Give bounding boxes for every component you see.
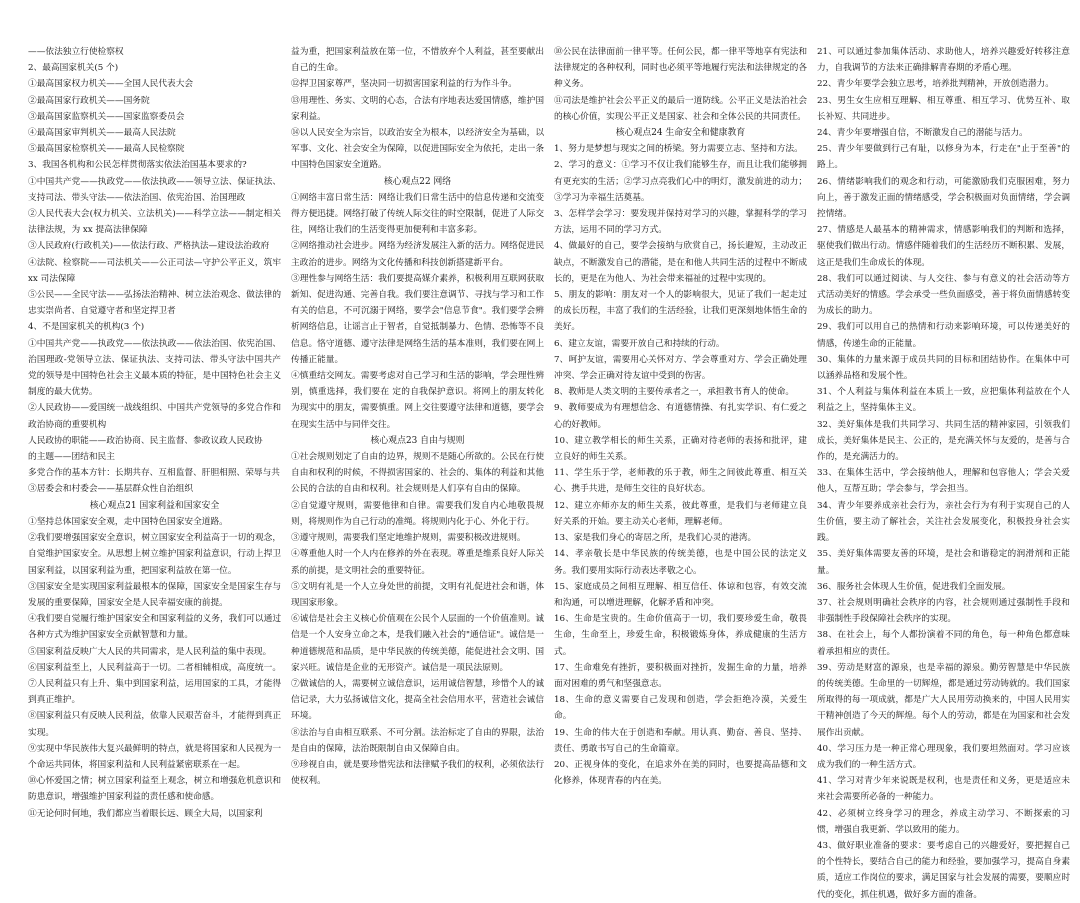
paragraph: 24、青少年要增强自信，不断激发自己的潜能与活力。 bbox=[817, 128, 1028, 139]
paragraph: 40、学习压力是一种正常心理现象，我们要坦然面对。学习应该成为我们的一种生活方式。 bbox=[817, 743, 1070, 770]
paragraph: 8、教师是人类文明的主要传承者之一，承担教书育人的使命。 bbox=[554, 387, 795, 398]
paragraph: 3、怎样学会学习：要发现并保持对学习的兴趣，掌握科学的学习方法，运用不同的学习方式。 bbox=[554, 209, 807, 236]
paragraph: 27、情感是人最基本的精神需求，情感影响我们的判断和选择，驱使我们做出行动。情感伴随着我们的生活经历不断积累、发展，这正是我们生命成长的体现。 bbox=[817, 225, 1070, 268]
paragraph: 18、生命的意义需要自己发现和创造，学会拒绝冷漠，关爱生命。 bbox=[554, 695, 807, 722]
paragraph: 19、生命的伟大在于创造和奉献。用认真、勤奋、善良、坚持、责任、勇敢书写自己的生命篇章。 bbox=[554, 727, 807, 754]
paragraph: 6、建立友谊，需要开放自己和持续的行动。 bbox=[554, 338, 725, 349]
paragraph: 22、青少年要学会独立思考，培养批判精神，开放创造潜力。 bbox=[817, 79, 1054, 90]
paragraph: ②人民政协——爱国统一战线组织、中国共产党领导的多党合作和政治协商的重要机构 bbox=[28, 403, 281, 430]
paragraph: 13、家是我们身心的寄居之所，是我们心灵的港湾。 bbox=[554, 533, 757, 544]
section-heading: 核心观点21 国家利益和国家安全 bbox=[89, 500, 220, 511]
paragraph: ①坚持总体国家安全观，走中国特色国家安全道路。 bbox=[28, 516, 228, 527]
paragraph: ⑪司法是维护社会公平正义的最后一道防线。公平正义是法治社会的核心价值，实现公平正义是国家、社会和全体公民的共同责任。 bbox=[554, 95, 807, 122]
paragraph: ①最高国家权力机关——全国人民代表大会 bbox=[28, 79, 194, 90]
paragraph: ⑩心怀爱国之情；树立国家利益至上观念，树立和增强危机意识和防患意识，增强维护国家利益的责任感和使命感。 bbox=[28, 776, 281, 803]
paragraph: 37、社会规则明确社会秩序的内容，社会规则通过强制性手段和非强制性手段保障社会秩序的实现。 bbox=[817, 597, 1070, 625]
paragraph: 11、学生乐于学，老师教的乐于教，师生之间彼此尊重、相互关心、携手共进，是师生交往的良好状态。 bbox=[554, 468, 807, 495]
paragraph: ②最高国家行政机关——国务院 bbox=[28, 95, 150, 106]
paragraph: 43、做好职业准备的要求：要考虑自己的兴趣爱好，要把握自己的个性特长，要结合自己的能力和经验，要加强学习，提高自身素质，适应工作岗位的要求，满足国家与社会发展的需要，要顺应时代的变化，抓住机遇，做好多方面的准备。 bbox=[817, 840, 1070, 900]
paragraph: 31、个人利益与集体利益在本质上一致，应把集体利益放在个人利益之上，坚持集体主义。 bbox=[817, 387, 1070, 414]
paragraph: ⑧法治与自由相互联系、不可分割。法治标定了自由的界限，法治是自由的保障，法治既限制自由又保障自由。 bbox=[291, 727, 544, 754]
paragraph: 人民政协的职能——政治协商、民主监督、参政议政人民政协 bbox=[28, 435, 263, 446]
paragraph: 23、男生女生应相互理解、相互尊重、相互学习、优势互补、取长补短、共同进步。 bbox=[817, 95, 1070, 122]
paragraph: ①网络丰富日常生活：网络让我们日常生活中的信息传递和交流变得方便迅捷。网络打破了传统人际交往的时空限制，促进了人际交往，网络让我们的生活变得更加便利和丰富多彩。 bbox=[291, 192, 544, 236]
paragraph: 4、不是国家机关的机构(3 个) bbox=[28, 322, 145, 333]
paragraph: 7、呵护友谊，需要用心关怀对方、学会尊重对方、学会正确处理冲突、学会正确对待友谊中受到的伤害。 bbox=[554, 354, 807, 382]
paragraph: 33、在集体生活中，学会接纳他人，理解和包容他人；学会关爱他人，互帮互助；学会参与，学会担当。 bbox=[817, 468, 1070, 495]
column-2 bbox=[291, 44, 544, 787]
paragraph: ②人民代表大会(权力机关、立法机关)——科学立法——制定相关法律法规，为 xx 提高法律保障 bbox=[28, 209, 281, 236]
paragraph: ⑧国家利益只有反映人民利益，依靠人民艰苦奋斗，才能得到真正实现。 bbox=[28, 711, 281, 738]
paragraph: 36、服务社会体现人生价值，促进我们全面发展。 bbox=[817, 581, 1011, 592]
paragraph: ⑤公民——全民守法——弘扬法治精神、树立法治观念、做法律的忠实崇尚者、自觉遵守者和坚定捍卫者 bbox=[28, 290, 281, 317]
paragraph: ③最高国家监察机关——国家监察委员会 bbox=[28, 111, 185, 122]
paragraph: 21、可以通过参加集体活动、求助他人，培养兴趣爱好转移注意力，自我调节的方法来正确排解青春期的矛盾心理。 bbox=[817, 47, 1070, 74]
paragraph: ①中国共产党——执政党——依法执政——依法治国、依宪治国、治国理政-党领导立法、保证执法、支持司法、带头守法中国共产党的领导是中国特色社会主义最本质的特征，是中国特色社会主义制度的最大优势。 bbox=[28, 338, 281, 398]
paragraph: 32、美好集体是我们共同学习、共同生活的精神家园，引领我们成长，美好集体是民主、公正的，是充满关怀与友爱的，是善与合作的，是充满活力的。 bbox=[817, 419, 1070, 463]
paragraph: 4、做最好的自己，要学会接纳与欣赏自己，扬长避短，主动改正缺点，不断激发自己的潜能，是在和他人共同生活的过程中不断成长的，更是在为他人、为社会带来福祉的过程中实现的。 bbox=[554, 241, 807, 284]
paragraph: ③居委会和村委会——基层群众性自治组织 bbox=[28, 484, 194, 495]
paragraph: 5、朋友的影响：朋友对一个人的影响很大，见证了我们一起走过的成长历程，丰富了我们的生活经验，让我们更深刻地体悟生命的美好。 bbox=[554, 290, 807, 333]
paragraph: 2、学习的意义：①学习不仅让我们能够生存，而且让我们能够拥有更充实的生活；②学习点亮我们心中的明灯，激发前进的动力；③学习为幸福生活奠基。 bbox=[554, 160, 807, 203]
paragraph: 12、建立亦师亦友的师生关系，彼此尊重，是我们与老师建立良好关系的开始。要主动关心老师，理解老师。 bbox=[554, 500, 807, 527]
column-1 bbox=[28, 44, 281, 819]
paragraph: ④慎重结交网友。需要考虑对自己学习和生活的影响，学会理性辨别，慎重选择，我们要在 定的自我保护意识。将网上的朋友转化为现实中的朋友，需要慎重。网上交往要遵守法律和道德，要学会在现实生活中与同伴交往。 bbox=[291, 371, 544, 430]
paragraph: ⑩公民在法律面前一律平等。任何公民，都一律平等地享有宪法和法律规定的各种权利，同时也必须平等地履行宪法和法律规定的各种义务。 bbox=[554, 47, 807, 90]
paragraph: ⑭以人民安全为宗旨，以政治安全为根本，以经济安全为基础，以军事、文化、社会安全为保障，以促进国际安全为依托，走出一条中国特色国家安全道路。 bbox=[291, 128, 544, 171]
paragraph: ④法院、检察院——司法机关——公正司法—守护公平正义，筑牢 xx 司法保障 bbox=[28, 257, 281, 284]
column-4 bbox=[817, 44, 1070, 900]
paragraph: ②我们要增强国家安全意识，树立国家安全利益高于一切的观念，自觉维护国家安全。从思想上树立维护国家利益意识，行动上捍卫国家利益，以国家利益为重，把国家利益放在第一位。 bbox=[28, 533, 281, 576]
paragraph: 14、孝亲敬长是中华民族的传统美德，也是中国公民的法定义务。我们要用实际行动表达孝敬之心。 bbox=[554, 549, 807, 576]
paragraph: ④最高国家审判机关——最高人民法院 bbox=[28, 128, 176, 139]
paragraph: ④尊重他人时一个人内在修养的外在表现。尊重是维系良好人际关系的前提，是文明社会的重要特征。 bbox=[291, 549, 544, 576]
paragraph: 10、建立教学相长的师生关系，正确对待老师的表扬和批评，建立良好的师生关系。 bbox=[554, 435, 807, 463]
paragraph: ⑫捍卫国家尊严，坚决同一切损害国家利益的行为作斗争。 bbox=[291, 79, 517, 90]
paragraph: ⑤国家利益反映广大人民的共同需求，是人民利益的集中表现。 bbox=[28, 646, 272, 657]
paragraph: 35、美好集体需要友善的环境，是社会和谐稳定的润滑剂和正能量。 bbox=[817, 549, 1070, 576]
paragraph: 39、劳动是财富的源泉，也是幸福的源泉。勤劳智慧是中华民族的传统美德。生命里的一切辉煌，都是通过劳动铸就的。我们国家所取得的每一项成就，都是广大人民用劳动换来的，中国人民用实干精神创造了今天的辉煌。每个人的劳动，都是在为国家和社会发展作出贡献。 bbox=[817, 662, 1070, 738]
paragraph: 41、学习对青少年来说既是权利，也是责任和义务，更是适应未来社会需要所必备的一种能力。 bbox=[817, 776, 1070, 803]
paragraph: 34、青少年要养成亲社会行为，亲社会行为有利于实现自己的人生价值，要主动了解社会，关注社会发展变化，积极投身社会实践。 bbox=[817, 500, 1070, 544]
paragraph: ③人民政府(行政机关)——依法行政、严格执法—建设法治政府 bbox=[28, 241, 270, 252]
paragraph: ⑬用理性、务实、文明的心态，合法有序地表达爱国情感，维护国家利益。 bbox=[291, 95, 544, 122]
column-3 bbox=[554, 44, 807, 787]
paragraph: ②自觉遵守规则，需要他律和自律。需要我们发自内心地敬畏规则，将规则作为自己行动的准绳。将规则内化于心、外化于行。 bbox=[291, 500, 544, 527]
paragraph: 9、教师要成为有理想信念、有道德情操、有扎实学识、有仁爱之心的好教师。 bbox=[554, 403, 807, 430]
paragraph: 25、青少年要做到行己有耻，以修身为本，行走在"止于至善"的路上。 bbox=[817, 144, 1070, 171]
paragraph: 20、正视身体的变化，在追求外在美的同时，也要提高品德和文化修养，体现青春的内在美。 bbox=[554, 759, 807, 787]
paragraph: ——依法独立行使检察权 bbox=[28, 47, 124, 57]
paragraph: 2、最高国家机关(5 个) bbox=[28, 63, 119, 74]
paragraph: ②网络推动社会进步。网络为经济发展注入新的活力。网络促进民主政治的进步。网络为文化传播和科技创新搭建新平台。 bbox=[291, 241, 544, 268]
paragraph: ⑤文明有礼是一个人立身处世的前提，文明有礼促进社会和谐，体现国家形象。 bbox=[291, 581, 544, 608]
paragraph: 3、我国各机构和公民怎样贯彻落实依法治国基本要求的? bbox=[28, 160, 247, 171]
paragraph: ①中国共产党——执政党——依法执政——领导立法、保证执法、支持司法、带头守法——依法治国、依宪治国、治国理政 bbox=[28, 176, 281, 203]
paragraph: 26、情绪影响我们的观念和行动，可能激励我们克服困难，努力向上，善于激发正面的情绪感受，学会积极面对负面情绪，学会调控情绪。 bbox=[817, 176, 1070, 220]
paragraph: ①社会规则划定了自由的边界，规则不是随心所欲的。公民在行使自由和权利的时候，不得损害国家的、社会的、集体的利益和其他公民的合法的自由和权利。社会规则是人们享有自由的保障。 bbox=[291, 452, 544, 495]
paragraph: 15、家庭成员之间相互理解、相互信任、体谅和包容，有效交流和沟通，可以增进理解，化解矛盾和冲突。 bbox=[554, 581, 807, 608]
paragraph: ⑨实现中华民族伟大复兴最鲜明的特点，就是将国家和人民视为一个命运共同体，将国家利益和人民利益紧密联系在一起。 bbox=[28, 743, 281, 770]
paragraph: 1、努力是梦想与现实之间的桥梁。努力需要立志、坚持和方法。 bbox=[554, 144, 803, 155]
paragraph: 29、我们可以用自己的热情和行动来影响环境，可以传递美好的情感，传递生命的正能量。 bbox=[817, 322, 1070, 349]
paragraph: 17、生命难免有挫折，要积极面对挫折，发掘生命的力量，培养面对困难的勇气和坚强意志。 bbox=[554, 662, 807, 689]
paragraph: ③理性参与网络生活：我们要提高媒介素养，积极利用互联网获取新知、促进沟通、完善自我。我们要注意调节、寻找与学习和工作有关的信息，不可沉溺于网络，要学会"信息节食"。我们要学会辨析网络信息，让谣言止于智者，自觉抵制暴力、色情、恐怖等不良信息。恪守道德、遵守法律是网络生活的基本准则，我们要在网上传播正能量。 bbox=[291, 273, 544, 365]
paragraph: 多党合作的基本方针：长期共存、互相监督、肝胆相照、荣辱与共 bbox=[28, 468, 280, 479]
paragraph: 16、生命是宝贵的。生命价值高于一切，我们要珍爱生命，敬畏生命，生命至上，珍爱生命，积极锻炼身体，养成健康的生活方式。 bbox=[554, 614, 807, 657]
paragraph: ③国家安全是实现国家利益最根本的保障，国家安全是国家生存与发展的重要保障，国家安全是人民幸福安康的前提。 bbox=[28, 581, 281, 608]
paragraph: 38、在社会上，每个人都扮演着不同的角色，每一种角色都意味着承担相应的责任。 bbox=[817, 630, 1070, 657]
paragraph: ⑥国家利益至上，人民利益高于一切。二者相辅相成，高度统一。⑦人民利益只有上升、集中到国家利益，运用国家的工具，才能得到真正维护。 bbox=[28, 662, 281, 706]
paragraph: 42、必须树立终身学习的理念，养成主动学习、不断探索的习惯，增强自我更新、学以致用的能力。 bbox=[817, 808, 1070, 835]
paragraph: ⑪无论何时何地，我们都应当着眼长远、顾全大局，以国家利 bbox=[28, 808, 263, 819]
paragraph: ⑨珍视自由，就是要珍惜宪法和法律赋予我们的权利，必须依法行使权利。 bbox=[291, 759, 544, 787]
paragraph: ④我们要自觉履行维护国家安全和国家利益的义务，我们可以通过各种方式为维护国家安全贡献智慧和力量。 bbox=[28, 614, 281, 641]
paragraph: 的主题——团结和民主 bbox=[28, 452, 115, 463]
section-heading: 核心观点24 生命安全和健康教育 bbox=[615, 128, 746, 139]
paragraph: 30、集体的力量来源于成员共同的目标和团结协作。在集体中可以涵养品格和发展个性。 bbox=[817, 354, 1070, 382]
paragraph: ⑤最高国家检察机关——最高人民检察院 bbox=[28, 144, 185, 155]
paragraph: ⑥诚信是社会主义核心价值观在公民个人层面的一个价值准则。诚信是一个人安身立命之本，是我们融入社会的"通信证"。诚信是一种道德规范和品质，是中华民族的传统美德，能促进社会文明、国家兴旺。诚信是企业的无形资产。诚信是一项民法原则。 bbox=[291, 614, 544, 673]
paragraph: 益为重，把国家利益放在第一位，不惜放弃个人利益，甚至要献出自己的生命。 bbox=[291, 47, 544, 74]
paragraph: ⑦做诚信的人，需要树立诚信意识，运用诚信智慧，珍惜个人的诚信记录，大力弘扬诚信文化，提高全社会信用水平，营造社会诚信环境。 bbox=[291, 678, 544, 722]
paragraph: 28、我们可以通过阅读、与人交往、参与有意义的社会活动等方式活动美好的情感。学会承受一些负面感受，善于将负面情感转变为成长的助力。 bbox=[817, 273, 1070, 317]
section-heading: 核心观点23 自由与规则 bbox=[370, 435, 465, 446]
paragraph: ③遵守规则，需要我们坚定地维护规则，需要积极改进规则。 bbox=[291, 533, 526, 544]
section-heading: 核心观点22 网络 bbox=[383, 176, 452, 187]
